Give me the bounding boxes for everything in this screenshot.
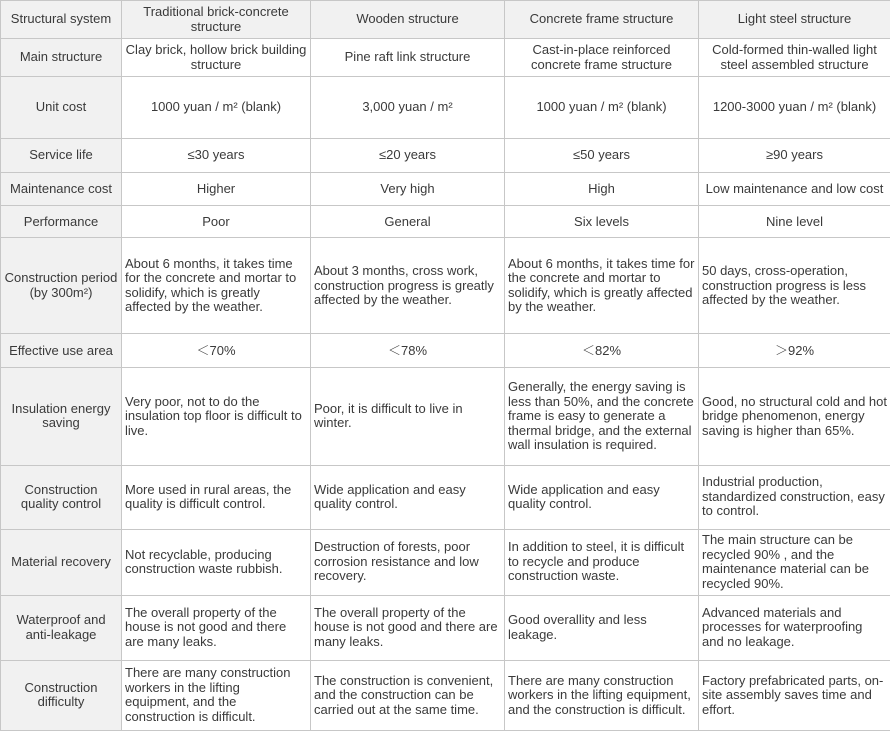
- table-cell: There are many construction workers in the lifting equipment, and the construction is difficult.: [505, 660, 699, 730]
- table-row: [1, 206, 890, 238]
- table-row: [1, 660, 890, 730]
- table-cell: Nine level: [699, 206, 890, 238]
- row-label: Maintenance cost: [1, 173, 122, 206]
- table-cell: The construction is convenient, and the construction can be carried out at the same time.: [311, 660, 505, 730]
- table-cell: 3,000 yuan / m²: [311, 77, 505, 139]
- header-concrete-frame: Concrete frame structure: [505, 1, 699, 39]
- table-cell: Cast-in-place reinforced concrete frame structure: [505, 39, 699, 77]
- table-row: [1, 238, 890, 334]
- table-cell: High: [505, 173, 699, 206]
- row-label: Main structure: [1, 39, 122, 77]
- header-wooden: Wooden structure: [311, 1, 505, 39]
- table-cell: About 6 months, it takes time for the concrete and mortar to solidify, which is greatly affected by the weather.: [122, 238, 311, 334]
- row-label: Material recovery: [1, 529, 122, 595]
- row-label: Unit cost: [1, 77, 122, 139]
- header-row: [1, 1, 890, 39]
- table-cell: Destruction of forests, poor corrosion resistance and low recovery.: [311, 529, 505, 595]
- table-cell: 50 days, cross-operation, construction progress is less affected by the weather.: [699, 238, 890, 334]
- table-cell: Industrial production, standardized construction, easy to control.: [699, 465, 890, 529]
- row-label: Construction period (by 300m²): [1, 238, 122, 334]
- table-cell: ≤20 years: [311, 139, 505, 173]
- table-cell: The overall property of the house is not good and there are many leaks.: [122, 595, 311, 660]
- header-structural-system: Structural system: [1, 1, 122, 39]
- table-cell: Wide application and easy quality control.: [311, 465, 505, 529]
- row-label: Construction quality control: [1, 465, 122, 529]
- table-cell: Pine raft link structure: [311, 39, 505, 77]
- table-cell: Clay brick, hollow brick building structure: [122, 39, 311, 77]
- table-cell: ＜70%: [122, 334, 311, 368]
- table-cell: Good, no structural cold and hot bridge phenomenon, energy saving is higher than 65%.: [699, 368, 890, 465]
- table-row: [1, 368, 890, 465]
- table-cell: More used in rural areas, the quality is difficult control.: [122, 465, 311, 529]
- table-cell: General: [311, 206, 505, 238]
- table-cell: ≥90 years: [699, 139, 890, 173]
- table-cell: 1000 yuan / m² (blank): [122, 77, 311, 139]
- row-label: Performance: [1, 206, 122, 238]
- table-cell: Higher: [122, 173, 311, 206]
- table-cell: Advanced materials and processes for waterproofing and no leakage.: [699, 595, 890, 660]
- table-cell: Factory prefabricated parts, on-site assembly saves time and effort.: [699, 660, 890, 730]
- table-row: [1, 529, 890, 595]
- table-row: [1, 173, 890, 206]
- table-cell: Very high: [311, 173, 505, 206]
- table-cell: There are many construction workers in the lifting equipment, and the construction is difficult.: [122, 660, 311, 730]
- table-row: [1, 465, 890, 529]
- table-cell: Not recyclable, producing construction waste rubbish.: [122, 529, 311, 595]
- table-cell: ＜82%: [505, 334, 699, 368]
- table-cell: Very poor, not to do the insulation top floor is difficult to live.: [122, 368, 311, 465]
- table-row: [1, 39, 890, 77]
- table-cell: Poor, it is difficult to live in winter.: [311, 368, 505, 465]
- table-cell: The overall property of the house is not good and there are many leaks.: [311, 595, 505, 660]
- row-label: Service life: [1, 139, 122, 173]
- table-row: [1, 139, 890, 173]
- header-light-steel: Light steel structure: [699, 1, 890, 39]
- table-cell: 1200-3000 yuan / m² (blank): [699, 77, 890, 139]
- table-row: [1, 595, 890, 660]
- table-cell: Cold-formed thin-walled light steel assembled structure: [699, 39, 890, 77]
- table-cell: Wide application and easy quality control.: [505, 465, 699, 529]
- table-cell: In addition to steel, it is difficult to recycle and produce construction waste.: [505, 529, 699, 595]
- table-cell: Good overallity and less leakage.: [505, 595, 699, 660]
- table-cell: ＞92%: [699, 334, 890, 368]
- table-cell: About 6 months, it takes time for the concrete and mortar to solidify, which is greatly affected by the weather.: [505, 238, 699, 334]
- table-cell: Poor: [122, 206, 311, 238]
- table-cell: The main structure can be recycled 90% , and the maintenance material can be recycled 90%.: [699, 529, 890, 595]
- table-cell: ≤30 years: [122, 139, 311, 173]
- table-cell: About 3 months, cross work, construction progress is greatly affected by the weather.: [311, 238, 505, 334]
- table-cell: Generally, the energy saving is less than 50%, and the concrete frame is easy to generate a thermal bridge, and the external wall insulation is required.: [505, 368, 699, 465]
- table-cell: Six levels: [505, 206, 699, 238]
- row-label: Insulation energy saving: [1, 368, 122, 465]
- header-brick-concrete: Traditional brick-concrete structure: [122, 1, 311, 39]
- row-label: Waterproof and anti-leakage: [1, 595, 122, 660]
- table-cell: Low maintenance and low cost: [699, 173, 890, 206]
- table-cell: ＜78%: [311, 334, 505, 368]
- table-cell: 1000 yuan / m² (blank): [505, 77, 699, 139]
- row-label: Construction difficulty: [1, 660, 122, 730]
- table-cell: ≤50 years: [505, 139, 699, 173]
- row-label: Effective use area: [1, 334, 122, 368]
- table-row: [1, 334, 890, 368]
- table-row: [1, 77, 890, 139]
